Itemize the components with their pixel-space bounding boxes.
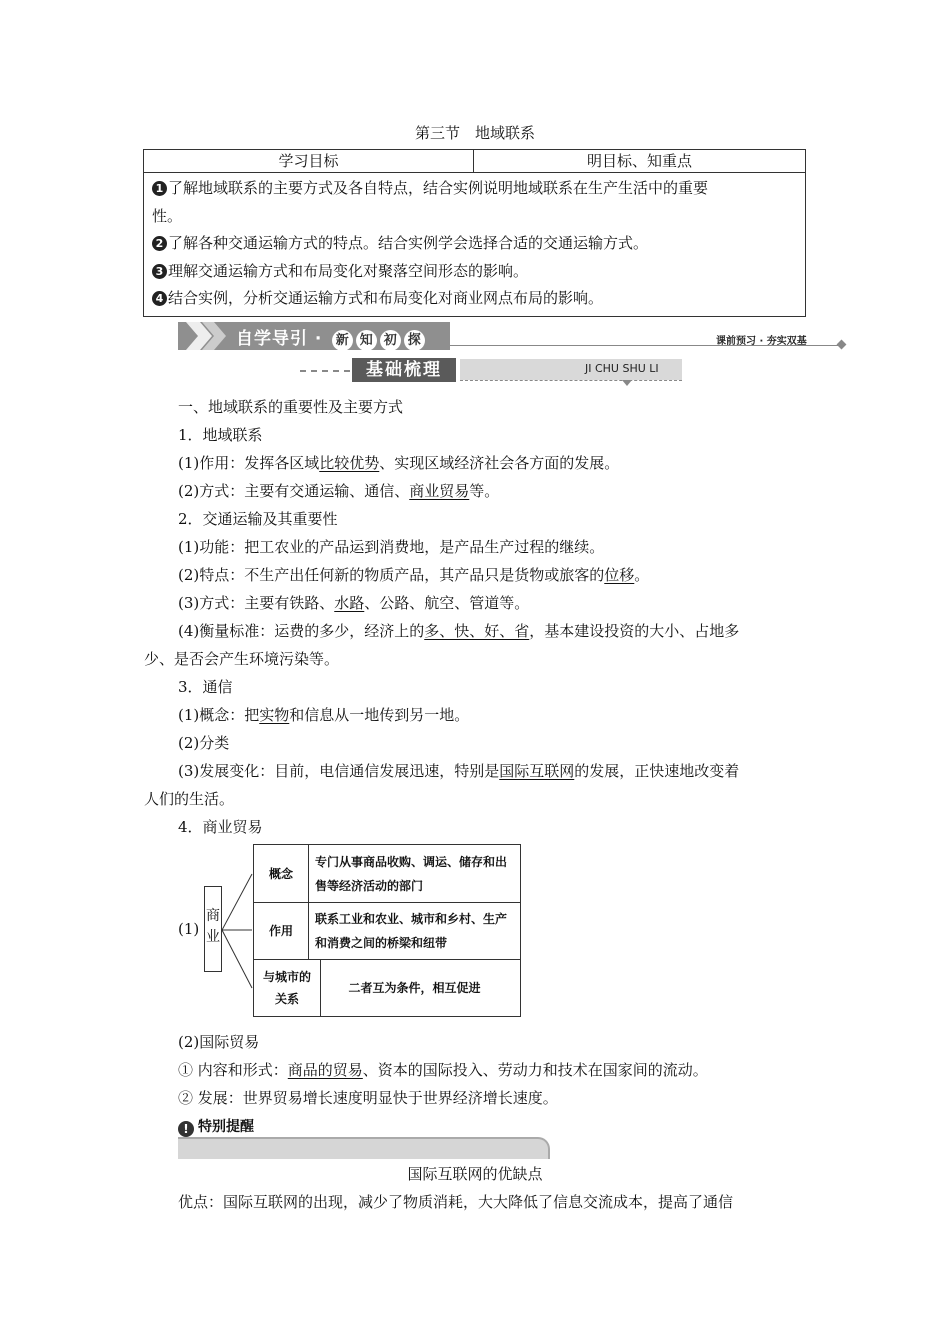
text-line: (3)方式：主要有铁路、水路、公路、航空、管道等。 [178,594,530,612]
row-value: 二者互为条件，相互促进 [348,981,481,995]
row-key: 作用 [254,903,309,959]
goal-item-cont: 性。 [152,206,183,225]
row-value: 专门从事商品收购、调运、储存和出售等经济活动的部门 [315,854,508,893]
learning-goals-table [143,149,806,317]
text-line: (1)功能：把工农业的产品运到消费地，是产品生产过程的继续。 [178,538,605,556]
commerce-table [253,844,521,1017]
section-title: 基础梳理 [352,358,456,382]
text-line: ② 发展：世界贸易增长速度明显快于世界经济增长速度。 [178,1089,558,1107]
goal-item: 2 了解各种交通运输方式的特点。结合实例学会选择合适的交通运输方式。 [152,230,797,258]
exclamation-icon: ! [178,1121,194,1137]
table-row [254,845,520,903]
row-key: 概念 [254,845,309,902]
heading-1: 一、地域联系的重要性及主要方式 [178,398,404,416]
goal-item: 3 理解交通运输方式和布局变化对聚落空间形态的影响。 [152,258,797,286]
commerce-box: 商 业 [204,886,222,972]
banner-badge: 知 [356,330,377,351]
number-3-icon: 3 [152,264,167,279]
diagram-label: (1) [178,920,200,938]
number-4-icon: 4 [152,291,167,306]
section-banner [178,322,450,350]
tip-bar [178,1137,550,1159]
banner-right-tag: 课前预习 · 夯实双基 [716,336,807,347]
number-1-icon: 1 [152,181,167,196]
table-row [254,960,520,1016]
text-line: (4)衡量标准：运费的多少，经济上的多、快、好、省，基本建设投资的大小、占地多 [178,622,740,640]
banner-badge: 探 [404,330,425,351]
number-2-icon: 2 [152,236,167,251]
text-line: 优点：国际互联网的出现，减少了物质消耗，大大降低了信息交流成本，提高了通信 [178,1193,734,1211]
text-line: (1)作用：发挥各区域比较优势、实现区域经济社会各方面的发展。 [178,454,620,472]
text-line: (1)概念：把实物和信息从一地传到另一地。 [178,706,470,724]
text-line: (2)国际贸易 [178,1033,260,1051]
text-line: (2)特点：不生产出任何新的物质产品，其产品只是货物或旅客的位移。 [178,566,650,584]
goals-header-left: 学习目标 [144,150,474,172]
goal-item: 4 结合实例，分析交通运输方式和布局变化对商业网点布局的影响。 [152,285,797,313]
subheading: 2．交通运输及其重要性 [178,510,338,528]
commerce-diagram [178,840,528,1020]
goals-header-right: 明目标、知重点 [586,152,692,170]
text-line: 人们的生活。 [144,790,235,808]
banner-label: 自学导引 · [236,329,323,349]
subheading: 3．通信 [178,678,233,696]
subheading: 4．商业贸易 [178,818,263,836]
subheading: 1．地域联系 [178,426,263,444]
banner-badge: 新 [332,330,353,351]
text-line: (2)方式：主要有交通运输、通信、商业贸易等。 [178,482,500,500]
text-line: ① 内容和形式：商品的贸易、资本的国际投入、劳动力和技术在国家间的流动。 [178,1061,708,1079]
text-line: 少、是否会产生环境污染等。 [144,650,340,668]
tip-title: 国际互联网的优缺点 [407,1165,543,1183]
triangle-down-icon [622,380,632,386]
goal-item: 1 了解地域联系的主要方式及各自特点，结合实例说明地域联系在生产生活中的重要 [152,175,797,203]
section-heading [300,358,682,382]
text-line: (2)分类 [178,734,230,752]
section-title-en: JI CHU SHU LI [585,362,659,375]
table-row [254,903,520,960]
page-title: 第三节 地域联系 [414,124,535,142]
banner-badge: 初 [380,330,401,351]
row-key: 与城市的关系 [254,960,321,1016]
tip-heading: ! 特别提醒 [178,1116,288,1136]
row-value: 联系工业和农业、城市和乡村、生产和消费之间的桥梁和纽带 [315,912,508,950]
text-line: (3)发展变化：目前，电信通信发展迅速，特别是国际互联网的发展，正快速地改变着 [178,762,740,780]
chevron-right-icon [178,322,234,350]
diamond-icon [837,340,847,350]
